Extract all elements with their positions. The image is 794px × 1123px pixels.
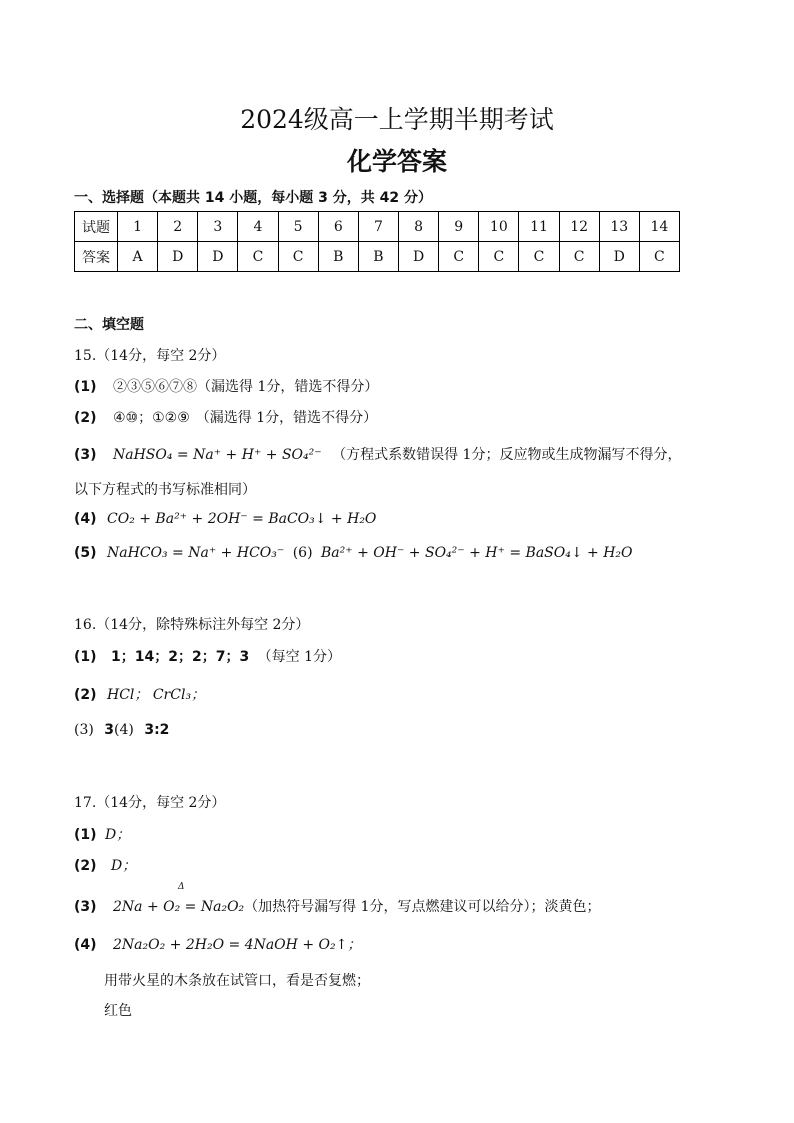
section2-heading: 二、填空题 xyxy=(74,317,144,333)
q15-part3 xyxy=(74,444,681,464)
q15-part2 xyxy=(74,407,377,427)
equation: Ba²⁺ + OH⁻ + SO₄²⁻ + H⁺ = BaSO₄↓ + H₂O xyxy=(321,545,633,561)
part-number: (3) xyxy=(74,447,97,463)
part-number: (5) xyxy=(74,545,97,561)
row-label-questions: 试题 xyxy=(75,212,118,242)
answer-text: ②③⑤⑥⑦⑧ xyxy=(113,379,197,395)
answer-cell: B xyxy=(358,242,398,272)
q15-part5-6 xyxy=(74,545,633,561)
question-number: 2 xyxy=(158,212,198,242)
scoring-note: （漏选得 1分，错选不得分） xyxy=(195,410,378,426)
answer-cell: C xyxy=(639,242,679,272)
scoring-note: （方程式系数错误得 1分；反应物或生成物漏写不得分， xyxy=(332,447,682,463)
part-number: (1) xyxy=(74,649,97,665)
q17-part4-answer3: 红色 xyxy=(104,1003,132,1019)
part-number: (3) xyxy=(74,722,94,738)
question-number: 14 xyxy=(639,212,679,242)
q15-part4 xyxy=(74,511,376,527)
part-number: (4) xyxy=(114,722,134,738)
q15-part3-continuation: 以下方程式的书写标准相同） xyxy=(74,482,256,498)
part-number: (3) xyxy=(74,899,97,915)
equation: NaHSO₄ = Na⁺ + H⁺ + SO₄²⁻ xyxy=(113,447,322,463)
part-number: (1) xyxy=(74,379,97,395)
part-number: (4) xyxy=(74,937,97,953)
equation: NaHCO₃ = Na⁺ + HCO₃⁻ xyxy=(107,545,285,561)
question-number: 3 xyxy=(198,212,238,242)
answer-cell: C xyxy=(439,242,479,272)
scoring-note: （每空 1分） xyxy=(257,649,342,665)
equation: 2Na + O₂ = Na₂O₂ xyxy=(113,899,245,915)
question-number: 13 xyxy=(599,212,639,242)
part-number: (6) xyxy=(292,545,313,561)
answer-cell: C xyxy=(238,242,278,272)
answer-text: 3 xyxy=(104,722,115,738)
part-number: (4) xyxy=(74,511,97,527)
part-number: (1) xyxy=(74,827,97,843)
answer-text: 1；14；2；2；7；3 xyxy=(111,649,250,665)
scoring-note: （加热符号漏写得 1分，写点燃建议可以给分）；淡黄色； xyxy=(244,899,601,915)
q17-part4-answer2: 用带火星的木条放在试管口，看是否复燃； xyxy=(104,973,370,989)
answer-cell: D xyxy=(599,242,639,272)
answer-cell: C xyxy=(559,242,599,272)
answer-cell: B xyxy=(318,242,358,272)
equation: CO₂ + Ba²⁺ + 2OH⁻ = BaCO₃↓ + H₂O xyxy=(107,511,377,527)
page-subtitle: 化学答案 xyxy=(346,147,447,176)
part-number: (2) xyxy=(74,687,97,703)
q16-part3-4 xyxy=(74,722,169,738)
question-number: 10 xyxy=(479,212,519,242)
section1-heading: 一、选择题（本题共 14 小题，每小题 3 分，共 42 分） xyxy=(74,190,432,206)
answer-cell: A xyxy=(118,242,158,272)
answer-table xyxy=(74,211,680,272)
question-number-row xyxy=(75,212,680,242)
answer-cell: C xyxy=(519,242,559,272)
row-label-answers: 答案 xyxy=(75,242,118,272)
answer-cell: D xyxy=(198,242,238,272)
question-number: 5 xyxy=(278,212,318,242)
answer-text: D； xyxy=(105,827,131,843)
question-number: 4 xyxy=(238,212,278,242)
question-number: 7 xyxy=(358,212,398,242)
q17-part1 xyxy=(74,824,130,844)
answer-text: D； xyxy=(111,858,137,874)
question-number: 11 xyxy=(519,212,559,242)
answer-text: HCl； CrCl₃； xyxy=(107,687,206,703)
q17-header: 17.（14分，每空 2分） xyxy=(74,795,226,811)
answer-text: 3:2 xyxy=(144,722,170,738)
q16-part1 xyxy=(74,646,341,666)
question-number: 1 xyxy=(118,212,158,242)
question-number: 6 xyxy=(318,212,358,242)
q17-part3 xyxy=(74,896,601,916)
equation: 2Na₂O₂ + 2H₂O = 4NaOH + O₂↑； xyxy=(113,937,362,953)
answer-row xyxy=(75,242,680,272)
answer-cell: C xyxy=(479,242,519,272)
answer-cell: D xyxy=(398,242,438,272)
scoring-note: （漏选得 1分，错选不得分） xyxy=(197,379,379,395)
answer-cell: D xyxy=(158,242,198,272)
question-number: 12 xyxy=(559,212,599,242)
part-number: (2) xyxy=(74,410,97,426)
page-title: 2024级高一上学期半期考试 xyxy=(240,105,554,134)
answer-cell: C xyxy=(278,242,318,272)
q16-header: 16.（14分，除特殊标注外每空 2分） xyxy=(74,617,310,633)
heat-symbol: Δ xyxy=(178,882,185,892)
question-number: 9 xyxy=(439,212,479,242)
q17-part4 xyxy=(74,934,361,954)
q16-part2 xyxy=(74,684,205,704)
q17-part2 xyxy=(74,855,136,875)
question-number: 8 xyxy=(398,212,438,242)
q15-header: 15.（14分，每空 2分） xyxy=(74,348,226,364)
q15-part1 xyxy=(74,376,378,396)
answer-text: ④⑩；①②⑨ xyxy=(113,410,190,426)
part-number: (2) xyxy=(74,858,97,874)
